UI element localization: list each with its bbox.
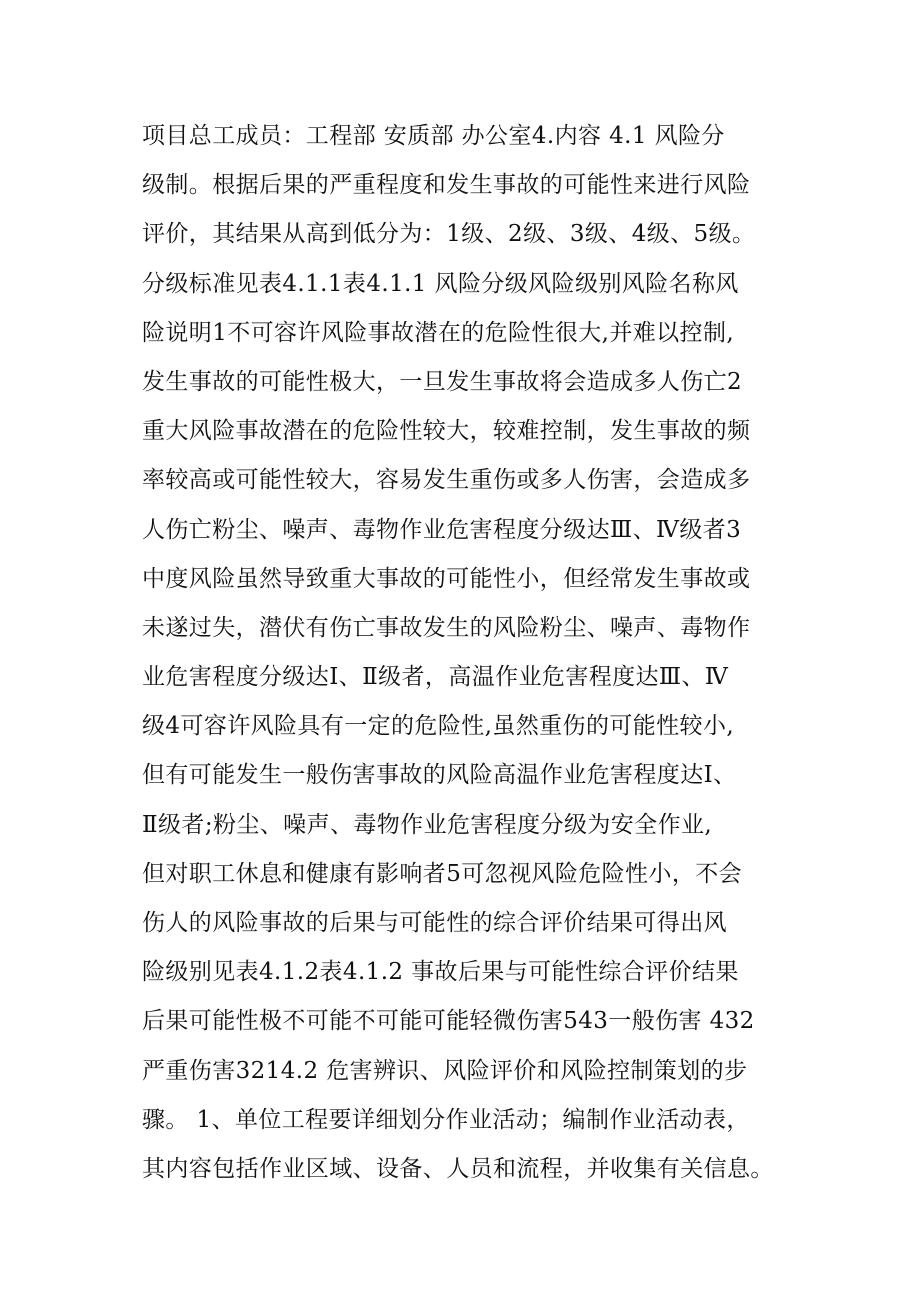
text-line-8: 率较高或可能性较大，容易发生重伤或多人伤害，会造成多 xyxy=(142,467,751,494)
text-line-11: 未遂过失，潜伏有伤亡事故发生的风险粉尘、噪声、毒物作 xyxy=(142,614,751,641)
text-line-17: 伤人的风险事故的后果与可能性的综合评价结果可得出风 xyxy=(142,910,727,936)
text-line-16: 但对职工休息和健康有影响者5可忽视风险危险性小，不会 xyxy=(142,860,743,887)
text-line-12: 业危害程度分级达Ⅰ、Ⅱ级者，高温作业危害程度达Ⅲ、Ⅳ xyxy=(142,664,729,691)
text-line-4: 分级标准见表4.1.1表4.1.1 风险分级风险级别风险名称风 xyxy=(142,270,739,297)
text-line-18: 险级别见表4.1.2表4.1.2 事故后果与可能性综合评价结果 xyxy=(142,959,739,986)
text-line-5: 险说明1不可容许风险事故潜在的危险性很大,并难以控制, xyxy=(142,319,735,346)
text-line-21: 骤。 1、单位工程要详细划分作业活动；编制作业活动表， xyxy=(142,1106,750,1133)
text-line-6: 发生事故的可能性极大，一旦发生事故将会造成多人伤亡2 xyxy=(142,368,743,395)
text-line-1: 项目总工成员：工程部 安质部 办公室4.内容 4.1 风险分 xyxy=(142,123,725,149)
text-line-7: 重大风险事故潜在的危险性较大，较难控制，发生事故的频 xyxy=(142,418,751,445)
text-line-14: 但有可能发生一般伤害事故的风险高温作业危害程度达Ⅰ、 xyxy=(142,762,737,789)
text-line-10: 中度风险虽然导致重大事故的可能性小，但经常发生事故或 xyxy=(142,565,751,592)
text-line-13: 级4可容许风险具有一定的危险性,虽然重伤的可能性较小, xyxy=(142,713,735,740)
text-line-22: 其内容包括作业区域、设备、人员和流程，并收集有关信息。 xyxy=(142,1155,774,1182)
text-line-9: 人伤亡粉尘、噪声、毒物作业危害程度分级达Ⅲ、Ⅳ级者3 xyxy=(142,516,742,543)
text-line-20: 严重伤害3214.2 危害辨识、风险评价和风险控制策划的步 xyxy=(142,1057,748,1084)
text-line-2: 级制。根据后果的严重程度和发生事故的可能性来进行风险 xyxy=(142,172,751,199)
text-line-19: 后果可能性极不可能不可能可能轻微伤害543一般伤害 432 xyxy=(142,1008,755,1035)
body-text xyxy=(142,112,802,1194)
text-line-3: 评价，其结果从高到低分为：1级、2级、3级、4级、5级。 xyxy=(142,221,756,248)
text-line-15: Ⅱ级者;粉尘、噪声、毒物作业危害程度分级为安全作业, xyxy=(142,811,713,838)
